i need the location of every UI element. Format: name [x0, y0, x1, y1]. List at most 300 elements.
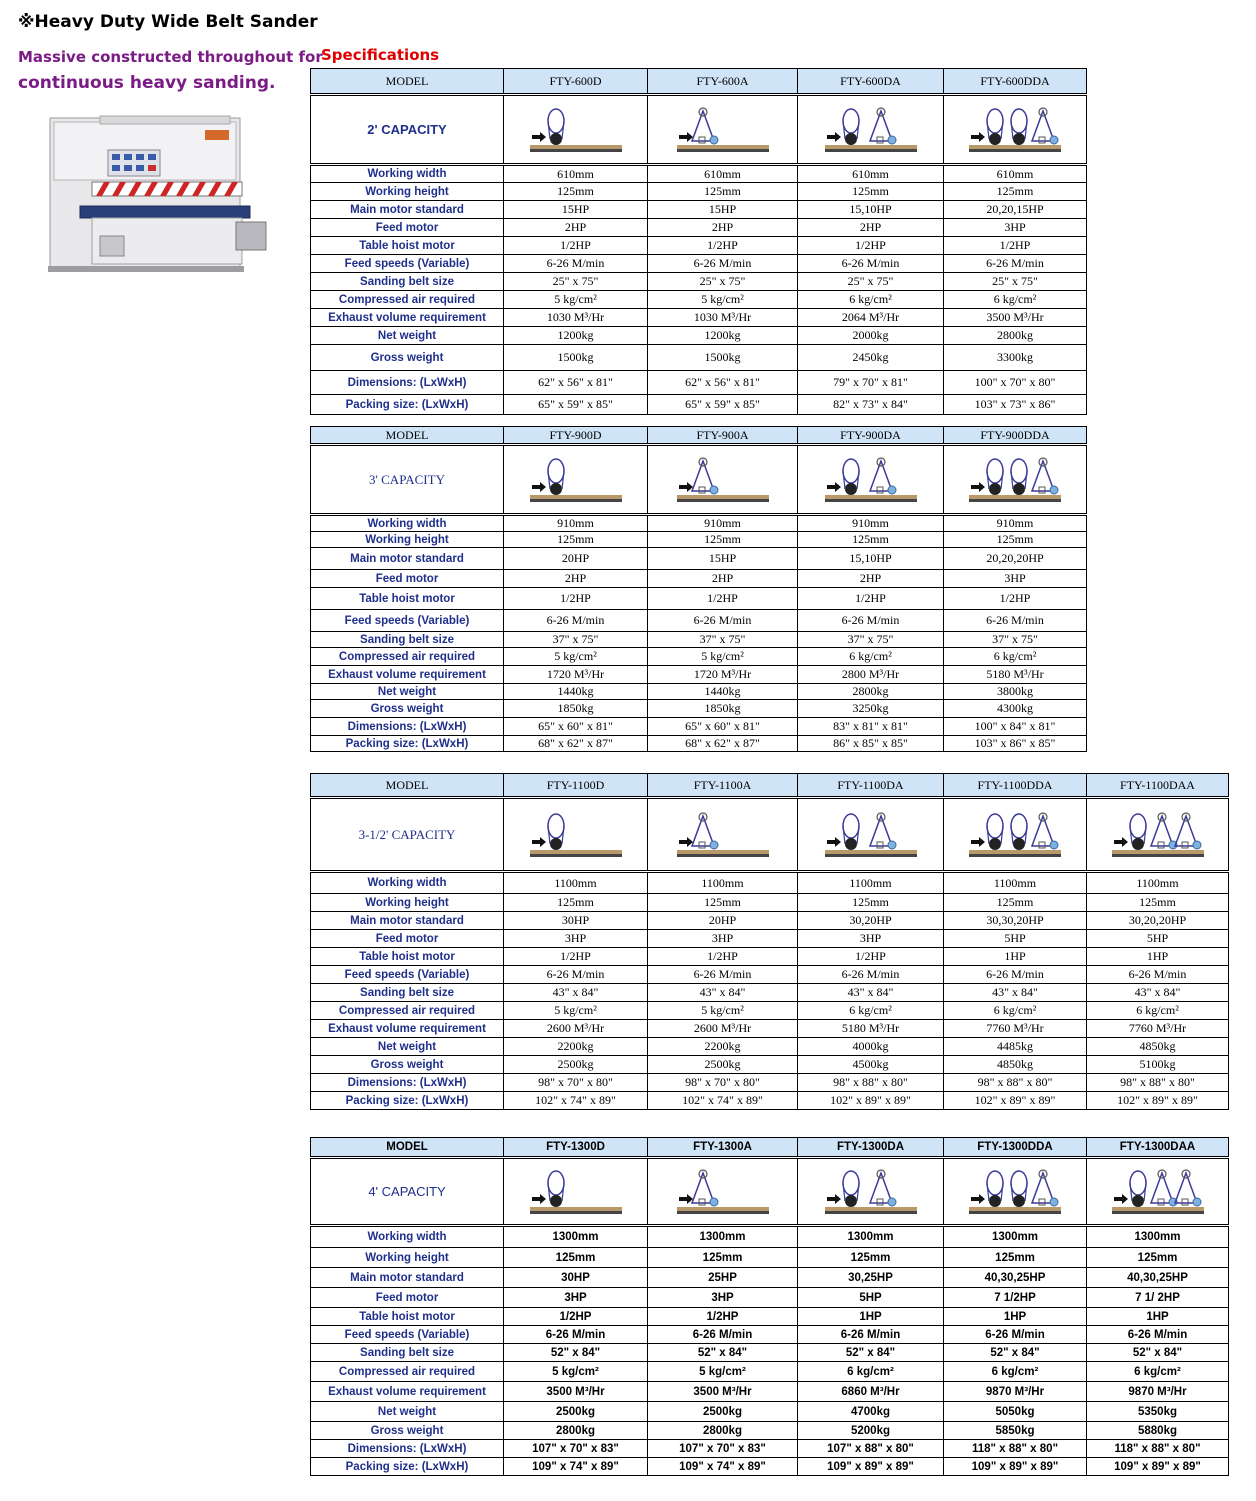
spec-value: 3HP — [798, 930, 944, 948]
table-row — [311, 548, 1087, 570]
spec-value: 6-26 M/min — [798, 610, 944, 632]
sanding-head-diagram-icon — [965, 1165, 1065, 1219]
spec-value: 2800kg — [504, 1422, 648, 1440]
spec-value: 3500 M³/Hr — [648, 1382, 798, 1402]
spec-value: 5HP — [944, 930, 1087, 948]
table-row — [311, 1002, 1229, 1020]
spec-value: 1/2HP — [798, 948, 944, 966]
spec-value: 5HP — [798, 1288, 944, 1308]
spec-value: 6-26 M/min — [798, 966, 944, 984]
spec-label: Net weight — [311, 1402, 504, 1422]
spec-value: 125mm — [504, 1248, 648, 1268]
table-row — [311, 1402, 1229, 1422]
table-row — [311, 632, 1087, 648]
table-row — [311, 930, 1229, 948]
sanding-head-diagram-icon — [1108, 808, 1208, 862]
spec-value: 9870 M³/Hr — [944, 1382, 1087, 1402]
model-name: FTY-1100DAA — [1087, 774, 1229, 798]
spec-value: 610mm — [648, 165, 798, 183]
spec-value: 1300mm — [648, 1226, 798, 1248]
page-title: ※Heavy Duty Wide Belt Sander — [18, 12, 318, 32]
specifications-heading: Specifications — [321, 46, 440, 64]
diagram-cell — [648, 798, 798, 872]
spec-value: 65" x 59" x 85" — [504, 395, 648, 415]
spec-value: 6-26 M/min — [504, 255, 648, 273]
spec-table — [310, 68, 1087, 415]
sanding-head-diagram-icon — [673, 453, 773, 507]
table-row — [311, 1226, 1229, 1248]
spec-value: 9870 M³/Hr — [1087, 1382, 1229, 1402]
table-row — [311, 872, 1229, 894]
spec-value: 4850kg — [1087, 1038, 1229, 1056]
spec-value: 62" x 56" x 81" — [648, 371, 798, 395]
spec-label: Feed speeds (Variable) — [311, 1326, 504, 1344]
spec-value: 6-26 M/min — [944, 610, 1087, 632]
spec-value: 43" x 84" — [944, 984, 1087, 1002]
spec-label: Table hoist motor — [311, 948, 504, 966]
table-row — [311, 309, 1087, 327]
spec-value: 910mm — [798, 515, 944, 532]
table-row — [311, 700, 1087, 718]
spec-value: 2200kg — [648, 1038, 798, 1056]
spec-label: Packing size: (LxWxH) — [311, 1092, 504, 1110]
spec-label: Working height — [311, 1248, 504, 1268]
diagram-cell — [504, 798, 648, 872]
spec-value: 62" x 56" x 81" — [504, 371, 648, 395]
spec-value: 1300mm — [798, 1226, 944, 1248]
diagram-cell — [648, 445, 798, 515]
spec-value: 40,30,25HP — [1087, 1268, 1229, 1288]
spec-value: 125mm — [648, 183, 798, 201]
table-row — [311, 1268, 1229, 1288]
model-name: FTY-900A — [648, 427, 798, 445]
spec-label: Main motor standard — [311, 912, 504, 930]
spec-value: 2500kg — [648, 1056, 798, 1074]
spec-value: 3500 M³/Hr — [504, 1382, 648, 1402]
spec-value: 2000kg — [798, 327, 944, 345]
spec-value: 25" x 75" — [504, 273, 648, 291]
model-label: MODEL — [311, 1138, 504, 1158]
spec-label: Main motor standard — [311, 548, 504, 570]
spec-value: 30HP — [504, 1268, 648, 1288]
spec-value: 6860 M³/Hr — [798, 1382, 944, 1402]
spec-value: 2500kg — [504, 1402, 648, 1422]
intro-line-1: Massive constructed throughout for — [18, 48, 323, 66]
table-row — [311, 219, 1087, 237]
model-name: FTY-900DA — [798, 427, 944, 445]
diagram-cell — [944, 798, 1087, 872]
table-row — [311, 1382, 1229, 1402]
table-row — [311, 1326, 1229, 1344]
spec-value: 52" x 84" — [1087, 1344, 1229, 1362]
spec-value: 5350kg — [1087, 1402, 1229, 1422]
diagram-cell — [798, 798, 944, 872]
table-row — [311, 1458, 1229, 1476]
spec-value: 125mm — [798, 532, 944, 548]
capacity-row — [311, 95, 1087, 165]
spec-value: 52" x 84" — [944, 1344, 1087, 1362]
spec-value: 3HP — [504, 1288, 648, 1308]
spec-value: 20,20,15HP — [944, 201, 1087, 219]
spec-value: 2HP — [504, 570, 648, 588]
spec-value: 82" x 73" x 84" — [798, 395, 944, 415]
spec-value: 98" x 88" x 80" — [798, 1074, 944, 1092]
spec-value: 1HP — [798, 1308, 944, 1326]
spec-value: 4485kg — [944, 1038, 1087, 1056]
spec-label: Gross weight — [311, 345, 504, 371]
spec-value: 125mm — [504, 894, 648, 912]
spec-label: Feed speeds (Variable) — [311, 255, 504, 273]
table-row — [311, 532, 1087, 548]
sanding-head-diagram-icon — [821, 1165, 921, 1219]
spec-value: 37" x 75" — [944, 632, 1087, 648]
spec-value: 1100mm — [648, 872, 798, 894]
spec-value: 43" x 84" — [648, 984, 798, 1002]
spec-value: 610mm — [504, 165, 648, 183]
table-row — [311, 165, 1087, 183]
spec-label: Sanding belt size — [311, 632, 504, 648]
spec-value: 6-26 M/min — [798, 255, 944, 273]
table-row — [311, 588, 1087, 610]
spec-value: 2HP — [798, 219, 944, 237]
spec-value: 125mm — [648, 532, 798, 548]
spec-value: 2HP — [504, 219, 648, 237]
table-row — [311, 371, 1087, 395]
model-name: FTY-600D — [504, 69, 648, 95]
spec-value: 125mm — [944, 1248, 1087, 1268]
spec-value: 25" x 75" — [648, 273, 798, 291]
spec-value: 20HP — [504, 548, 648, 570]
table-row — [311, 648, 1087, 666]
intro-line-2: continuous heavy sanding. — [18, 73, 276, 93]
table-row — [311, 966, 1229, 984]
table-row — [311, 1362, 1229, 1382]
spec-label: Feed motor — [311, 219, 504, 237]
diagram-cell — [504, 445, 648, 515]
spec-value: 2500kg — [648, 1402, 798, 1422]
spec-label: Gross weight — [311, 700, 504, 718]
spec-label: Dimensions: (LxWxH) — [311, 371, 504, 395]
table-row — [311, 666, 1087, 684]
spec-value: 6-26 M/min — [504, 1326, 648, 1344]
spec-value: 20HP — [648, 912, 798, 930]
spec-value: 6-26 M/min — [1087, 1326, 1229, 1344]
spec-label: Net weight — [311, 327, 504, 345]
spec-value: 7 1/ 2HP — [1087, 1288, 1229, 1308]
capacity-row — [311, 1158, 1229, 1226]
spec-value: 2500kg — [504, 1056, 648, 1074]
spec-value: 109" x 89" x 89" — [1087, 1458, 1229, 1476]
spec-value: 7 1/2HP — [944, 1288, 1087, 1308]
spec-value: 910mm — [504, 515, 648, 532]
spec-value: 125mm — [798, 183, 944, 201]
spec-value: 25" x 75" — [798, 273, 944, 291]
table-row — [311, 894, 1229, 912]
spec-value: 65" x 60" x 81" — [648, 718, 798, 736]
spec-value: 52" x 84" — [798, 1344, 944, 1362]
spec-value: 1200kg — [648, 327, 798, 345]
spec-label: Packing size: (LxWxH) — [311, 1458, 504, 1476]
table-row — [311, 1092, 1229, 1110]
spec-value: 37" x 75" — [504, 632, 648, 648]
model-label: MODEL — [311, 427, 504, 445]
spec-table — [310, 773, 1229, 1110]
spec-label: Feed speeds (Variable) — [311, 610, 504, 632]
spec-value: 1/2HP — [648, 1308, 798, 1326]
spec-value: 102" x 74" x 89" — [648, 1092, 798, 1110]
spec-value: 102" x 89" x 89" — [1087, 1092, 1229, 1110]
spec-value: 3HP — [504, 930, 648, 948]
spec-value: 25" x 75" — [944, 273, 1087, 291]
spec-value: 6 kg/cm² — [944, 291, 1087, 309]
table-row — [311, 1248, 1229, 1268]
table-row — [311, 255, 1087, 273]
spec-value: 5 kg/cm² — [648, 1362, 798, 1382]
model-name: FTY-1300DDA — [944, 1138, 1087, 1158]
spec-value: 4500kg — [798, 1056, 944, 1074]
spec-value: 30,20,20HP — [1087, 912, 1229, 930]
spec-value: 7760 M³/Hr — [944, 1020, 1087, 1038]
capacity-label: 3' CAPACITY — [311, 445, 504, 515]
spec-value: 125mm — [504, 532, 648, 548]
spec-value: 6-26 M/min — [798, 1326, 944, 1344]
sanding-head-diagram-icon — [965, 103, 1065, 157]
spec-value: 3HP — [648, 1288, 798, 1308]
spec-value: 43" x 84" — [504, 984, 648, 1002]
spec-value: 30,25HP — [798, 1268, 944, 1288]
spec-value: 6 kg/cm² — [798, 291, 944, 309]
spec-value: 6-26 M/min — [504, 610, 648, 632]
spec-value: 5 kg/cm² — [504, 648, 648, 666]
spec-label: Exhaust volume requirement — [311, 1020, 504, 1038]
spec-value: 20,20,20HP — [944, 548, 1087, 570]
spec-value: 15HP — [648, 201, 798, 219]
table-row — [311, 1440, 1229, 1458]
model-name: FTY-600DA — [798, 69, 944, 95]
spec-label: Feed speeds (Variable) — [311, 966, 504, 984]
model-name: FTY-900D — [504, 427, 648, 445]
model-name: FTY-600DDA — [944, 69, 1087, 95]
diagram-cell — [504, 95, 648, 165]
spec-value: 610mm — [798, 165, 944, 183]
spec-value: 125mm — [648, 894, 798, 912]
capacity-label: 2' CAPACITY — [311, 95, 504, 165]
sanding-head-diagram-icon — [821, 808, 921, 862]
spec-value: 2800kg — [798, 684, 944, 700]
spec-value: 1/2HP — [648, 588, 798, 610]
spec-value: 6-26 M/min — [648, 610, 798, 632]
spec-value: 1/2HP — [504, 237, 648, 255]
spec-value: 5 kg/cm² — [648, 291, 798, 309]
spec-label: Compressed air required — [311, 1002, 504, 1020]
spec-label: Main motor standard — [311, 201, 504, 219]
spec-value: 15HP — [504, 201, 648, 219]
spec-value: 610mm — [944, 165, 1087, 183]
spec-label: Gross weight — [311, 1056, 504, 1074]
spec-value: 37" x 75" — [798, 632, 944, 648]
spec-value: 3HP — [944, 570, 1087, 588]
spec-value: 1100mm — [504, 872, 648, 894]
spec-label: Working height — [311, 894, 504, 912]
spec-value: 7760 M³/Hr — [1087, 1020, 1229, 1038]
sanding-head-diagram-icon — [526, 1165, 626, 1219]
spec-label: Compressed air required — [311, 1362, 504, 1382]
table-row — [311, 1288, 1229, 1308]
spec-value: 5 kg/cm² — [504, 1002, 648, 1020]
spec-value: 103" x 73" x 86" — [944, 395, 1087, 415]
spec-value: 5100kg — [1087, 1056, 1229, 1074]
sanding-head-diagram-icon — [1108, 1165, 1208, 1219]
spec-value: 125mm — [648, 1248, 798, 1268]
diagram-cell — [648, 1158, 798, 1226]
spec-value: 1720 M³/Hr — [504, 666, 648, 684]
spec-value: 1030 M³/Hr — [648, 309, 798, 327]
diagram-cell — [504, 1158, 648, 1226]
table-row — [311, 327, 1087, 345]
spec-value: 125mm — [798, 1248, 944, 1268]
spec-label: Dimensions: (LxWxH) — [311, 1074, 504, 1092]
spec-value: 65" x 59" x 85" — [648, 395, 798, 415]
diagram-cell — [944, 445, 1087, 515]
spec-value: 1HP — [1087, 948, 1229, 966]
spec-value: 125mm — [944, 894, 1087, 912]
spec-value: 2HP — [798, 570, 944, 588]
model-label: MODEL — [311, 774, 504, 798]
spec-value: 6 kg/cm² — [944, 1362, 1087, 1382]
spec-label: Dimensions: (LxWxH) — [311, 1440, 504, 1458]
spec-value: 1100mm — [944, 872, 1087, 894]
spec-label: Working width — [311, 872, 504, 894]
spec-value: 68" x 62" x 87" — [504, 736, 648, 752]
spec-label: Exhaust volume requirement — [311, 1382, 504, 1402]
spec-value: 1/2HP — [648, 948, 798, 966]
spec-value: 43" x 84" — [798, 984, 944, 1002]
spec-value: 52" x 84" — [504, 1344, 648, 1362]
spec-value: 5HP — [1087, 930, 1229, 948]
spec-value: 118" x 88" x 80" — [944, 1440, 1087, 1458]
spec-value: 3800kg — [944, 684, 1087, 700]
spec-value: 102" x 74" x 89" — [504, 1092, 648, 1110]
spec-label: Feed motor — [311, 570, 504, 588]
spec-label: Table hoist motor — [311, 237, 504, 255]
table-row — [311, 1020, 1229, 1038]
spec-value: 3300kg — [944, 345, 1087, 371]
spec-value: 1500kg — [648, 345, 798, 371]
spec-value: 5 kg/cm² — [648, 1002, 798, 1020]
diagram-cell — [944, 1158, 1087, 1226]
spec-value: 109" x 74" x 89" — [648, 1458, 798, 1476]
spec-label: Main motor standard — [311, 1268, 504, 1288]
table-row — [311, 183, 1087, 201]
spec-value: 107" x 70" x 83" — [504, 1440, 648, 1458]
spec-value: 1100mm — [1087, 872, 1229, 894]
spec-value: 1/2HP — [944, 588, 1087, 610]
sanding-head-diagram-icon — [965, 808, 1065, 862]
spec-label: Gross weight — [311, 1422, 504, 1440]
spec-label: Packing size: (LxWxH) — [311, 395, 504, 415]
capacity-label: 3-1/2' CAPACITY — [311, 798, 504, 872]
capacity-label: 4' CAPACITY — [311, 1158, 504, 1226]
spec-value: 5180 M³/Hr — [944, 666, 1087, 684]
spec-value: 5850kg — [944, 1422, 1087, 1440]
spec-value: 4000kg — [798, 1038, 944, 1056]
spec-value: 98" x 70" x 80" — [648, 1074, 798, 1092]
model-header-row — [311, 774, 1229, 798]
spec-value: 6 kg/cm² — [1087, 1002, 1229, 1020]
spec-value: 3250kg — [798, 700, 944, 718]
spec-value: 2800kg — [648, 1422, 798, 1440]
spec-value: 1/2HP — [944, 237, 1087, 255]
spec-value: 100" x 84" x 81" — [944, 718, 1087, 736]
table-row — [311, 1344, 1229, 1362]
spec-value: 15HP — [648, 548, 798, 570]
spec-value: 5180 M³/Hr — [798, 1020, 944, 1038]
sanding-head-diagram-icon — [821, 103, 921, 157]
spec-label: Working width — [311, 1226, 504, 1248]
spec-value: 125mm — [504, 183, 648, 201]
model-name: FTY-1100DA — [798, 774, 944, 798]
spec-value: 52" x 84" — [648, 1344, 798, 1362]
table-row — [311, 345, 1087, 371]
spec-value: 30,30,20HP — [944, 912, 1087, 930]
table-row — [311, 273, 1087, 291]
sanding-head-diagram-icon — [526, 103, 626, 157]
spec-value: 1/2HP — [504, 948, 648, 966]
spec-value: 6-26 M/min — [648, 966, 798, 984]
spec-value: 1440kg — [504, 684, 648, 700]
spec-value: 1500kg — [504, 345, 648, 371]
spec-value: 1300mm — [1087, 1226, 1229, 1248]
spec-value: 6 kg/cm² — [944, 648, 1087, 666]
spec-value: 1100mm — [798, 872, 944, 894]
spec-label: Working height — [311, 183, 504, 201]
spec-label: Exhaust volume requirement — [311, 309, 504, 327]
table-row — [311, 395, 1087, 415]
table-row — [311, 1056, 1229, 1074]
table-row — [311, 1038, 1229, 1056]
diagram-cell — [1087, 1158, 1229, 1226]
spec-value: 2600 M³/Hr — [504, 1020, 648, 1038]
diagram-cell — [798, 445, 944, 515]
spec-value: 6 kg/cm² — [798, 1002, 944, 1020]
spec-value: 15,10HP — [798, 201, 944, 219]
spec-value: 125mm — [944, 183, 1087, 201]
spec-value: 1720 M³/Hr — [648, 666, 798, 684]
spec-label: Compressed air required — [311, 648, 504, 666]
capacity-row — [311, 798, 1229, 872]
spec-value: 102" x 89" x 89" — [798, 1092, 944, 1110]
spec-value: 4850kg — [944, 1056, 1087, 1074]
table-row — [311, 515, 1087, 532]
spec-value: 25HP — [648, 1268, 798, 1288]
spec-value: 15,10HP — [798, 548, 944, 570]
spec-value: 125mm — [1087, 1248, 1229, 1268]
spec-value: 1850kg — [648, 700, 798, 718]
spec-value: 5880kg — [1087, 1422, 1229, 1440]
spec-value: 1/2HP — [798, 237, 944, 255]
model-header-row — [311, 69, 1087, 95]
table-row — [311, 610, 1087, 632]
spec-value: 98" x 88" x 80" — [1087, 1074, 1229, 1092]
model-label: MODEL — [311, 69, 504, 95]
spec-value: 30,20HP — [798, 912, 944, 930]
spec-value: 40,30,25HP — [944, 1268, 1087, 1288]
spec-value: 6-26 M/min — [944, 1326, 1087, 1344]
spec-value: 2HP — [648, 570, 798, 588]
spec-value: 5 kg/cm² — [504, 291, 648, 309]
sanding-head-diagram-icon — [673, 808, 773, 862]
spec-value: 107" x 70" x 83" — [648, 1440, 798, 1458]
